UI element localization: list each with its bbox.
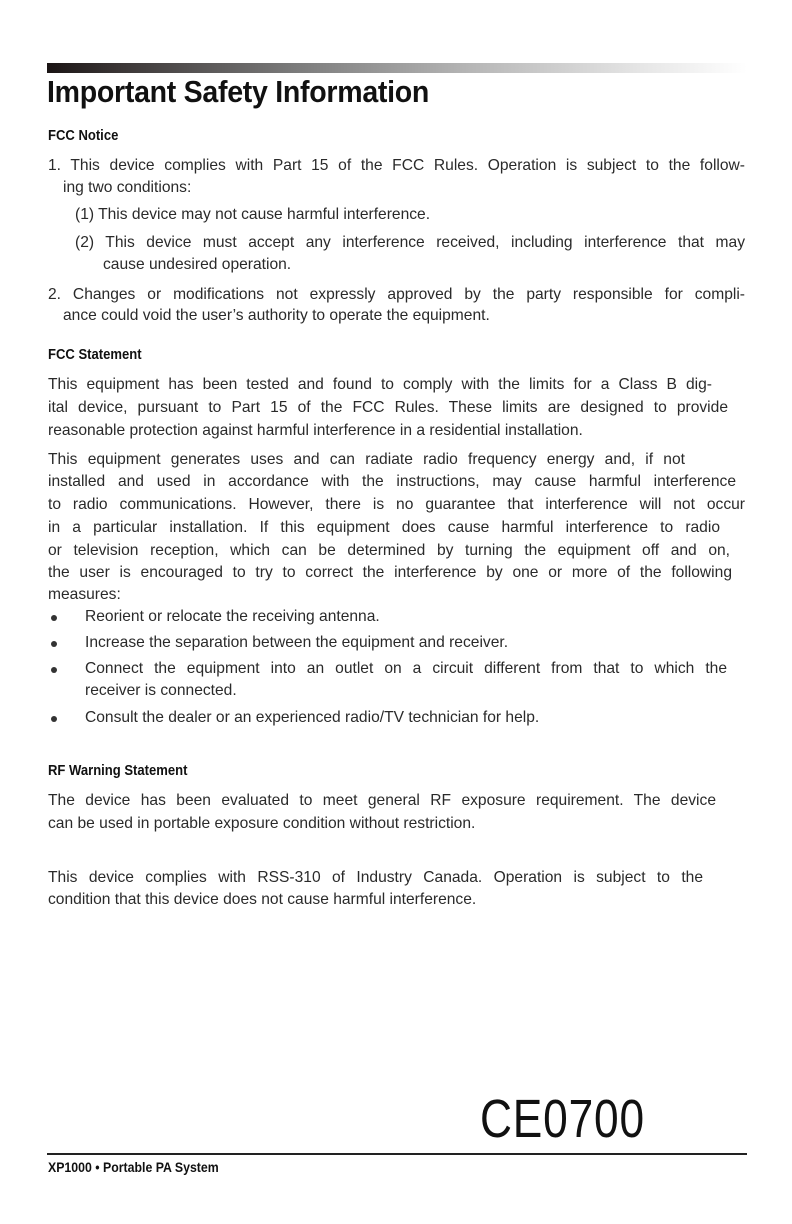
text-line: This equipment generates uses and can radiate radio frequency energy and, if not [48, 451, 685, 468]
bullet-item-text: Reorient or relocate the receiving antenna. [85, 608, 380, 625]
page-title: Important Safety Information [47, 74, 430, 109]
bullet-icon [51, 667, 57, 673]
bullet-icon [51, 615, 57, 621]
ce-mark-text: CE0700 [480, 1089, 645, 1149]
footer-text: XP1000 • Portable PA System [48, 1159, 219, 1175]
text-line: ital device, pursuant to Part 15 of the FCC Rules. These limits are designed to provide [48, 399, 728, 416]
ce-mark-logo [480, 1088, 645, 1150]
text-line: to radio communications. However, there is no guarantee that interference will not occur [48, 496, 745, 513]
text-line: can be used in portable exposure condition without restriction. [48, 815, 476, 832]
text-line: This equipment has been tested and found to comply with the limits for a Class B dig- [48, 376, 712, 393]
bullet-icon [51, 641, 57, 647]
heading-fcc-statement: FCC Statement [48, 347, 142, 363]
text-line: in a particular installation. If this equipment does cause harmful interference to radio [48, 519, 720, 536]
text-line: 1. This device complies with Part 15 of the FCC Rules. Operation is subject to the follow- [48, 157, 745, 174]
text-line: installed and used in accordance with the instructions, may cause harmful interference [48, 473, 736, 490]
text-line: The device has been evaluated to meet general RF exposure requirement. The device [48, 792, 716, 809]
text-line: reasonable protection against harmful interference in a residential installation. [48, 422, 583, 439]
text-line: the user is encouraged to try to correct the interference by one or more of the following [48, 564, 732, 581]
text-line: or television reception, which can be determined by turning the equipment off and on, [48, 542, 730, 559]
header-gradient-bar [47, 63, 747, 73]
bullet-item-text: Connect the equipment into an outlet on a circuit different from that to which the [85, 660, 727, 677]
text-line: ance could void the user’s authority to operate the equipment. [63, 307, 490, 324]
footer-rule [47, 1153, 747, 1155]
text-line: ing two conditions: [63, 179, 192, 196]
text-line: (1) This device may not cause harmful interference. [75, 206, 431, 223]
bullet-icon [51, 716, 57, 722]
heading-fcc-notice: FCC Notice [48, 128, 119, 144]
bullet-item-text: Consult the dealer or an experienced radio/TV technician for help. [85, 709, 540, 726]
text-line: (2) This device must accept any interference received, including interference that may [75, 234, 745, 251]
bullet-item-text: receiver is connected. [85, 682, 237, 699]
text-line: 2. Changes or modifications not expressly approved by the party responsible for compli- [48, 286, 745, 303]
text-line: condition that this device does not cause harmful interference. [48, 891, 477, 908]
text-line: cause undesired operation. [103, 256, 292, 273]
heading-rf-warning: RF Warning Statement [48, 763, 188, 779]
bullet-item-text: Increase the separation between the equipment and receiver. [85, 634, 509, 651]
text-line: measures: [48, 586, 121, 603]
text-line: This device complies with RSS-310 of Industry Canada. Operation is subject to the [48, 869, 703, 886]
